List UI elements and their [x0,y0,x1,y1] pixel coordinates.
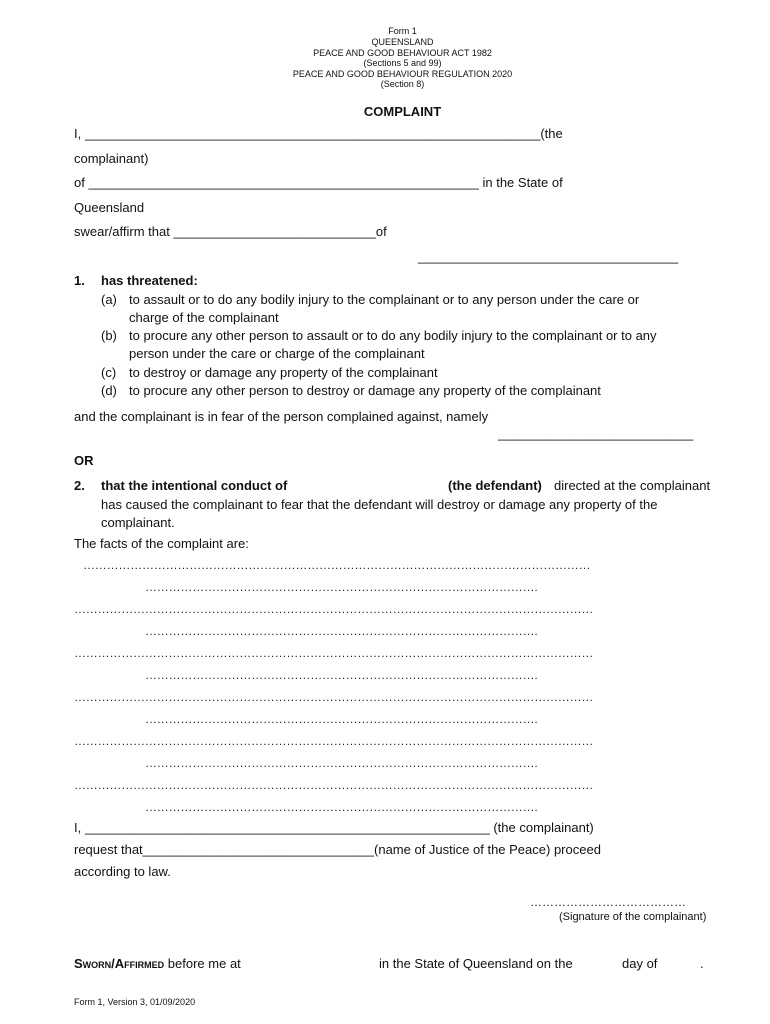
section2-number: 2. [74,478,85,493]
intro-line-state: Queensland [74,200,145,215]
item-label-d: (d) [101,383,117,398]
header-line: QUEENSLAND [371,37,434,47]
facts-line: …………………………………………………………………………………………………………………… [74,734,594,748]
facts-label: The facts of the complaint are: [74,536,249,551]
signature-dots: ………………………………… [530,895,686,909]
facts-line: ………………………………………………………………………………………. [145,668,538,682]
facts-line: …………………………………………………………………………………………………………………… [74,778,594,792]
item-b-line1: to procure any other person to assault or to do any bodily injury to the complainant or to any [129,328,657,343]
item-label-c: (c) [101,365,117,380]
section1-heading: has threatened: [101,273,198,288]
request-line1: I, ________________________________________________________ (the complainant) [74,820,594,835]
sworn-line [74,956,241,971]
item-a-line1: to assault or to do any bodily injury to the complainant or to any person under the care or [129,292,640,307]
or-label: OR [74,453,94,468]
facts-line: …………………………………………………………………………………………………………………… [74,690,594,704]
intro-line-address: of ______________________________________________________ in the State of [74,175,563,190]
section2-line3: complainant. [101,515,175,530]
facts-line: …………………………………………………………………………………………………………………… [74,646,594,660]
intro-line-complainant-cont: complainant) [74,151,149,166]
section2-line2: has caused the complainant to fear that the defendant will destroy or damage any property of the [101,497,658,512]
fear-blank: ___________________________ [498,426,694,441]
header-line: Form 1 [388,26,417,36]
section2-conduct: that the intentional conduct of [101,478,288,493]
header-line: (Section 8) [380,79,425,89]
item-b-line2: person under the care or charge of the complainant [129,346,425,361]
page-title: COMPLAINT [363,104,442,119]
sworn-state: in the State of Queensland on the [379,956,573,971]
header-line: PEACE AND GOOD BEHAVIOUR REGULATION 2020 [292,69,513,79]
header-line: (Sections 5 and 99) [363,58,442,68]
section1-number: 1. [74,273,85,288]
request-line3: according to law. [74,864,171,879]
intro-line-complainant: I, _______________________________________________________________(the [74,126,563,141]
intro-line-swear: swear/affirm that ____________________________of [74,224,387,239]
sworn-period: . [700,956,704,971]
facts-line: …………………………………………………………………………………………………………………… [74,602,594,616]
item-c-line1: to destroy or damage any property of the complainant [129,365,438,380]
signature-label: (Signature of the complainant) [559,911,707,923]
section2-line1-rest: directed at the complainant [554,478,711,493]
request-line2: request that________________________________(name of Justice of the Peace) proceed [74,842,601,857]
facts-line: ………………………………………………………………………………………. [145,580,538,594]
facts-line: ………………………………………………………………………………………. [145,712,538,726]
facts-line: ………………………………………………………………………………………. [145,800,538,814]
sworn-day: day of [622,956,658,971]
item-label-b: (b) [101,328,117,343]
section2-defendant: (the defendant) [448,478,542,493]
facts-line: ………………………………………………………………………………………. [145,756,538,770]
fear-line: and the complainant is in fear of the person complained against, namely [74,409,489,424]
sworn-affirmed: Sworn/Affirmed [74,956,165,971]
item-label-a: (a) [101,292,117,307]
item-a-line2: charge of the complainant [129,310,279,325]
header-line: PEACE AND GOOD BEHAVIOUR ACT 1982 [313,48,492,58]
footer-version: Form 1, Version 3, 01/09/2020 [74,997,196,1007]
intro-line-blank: ____________________________________ [418,249,679,264]
sworn-before: before me at [167,956,241,971]
item-d-line1: to procure any other person to destroy or damage any property of the complainant [129,383,601,398]
facts-line: ………………………………………………………………………………………. [145,624,538,638]
facts-line: ………………………………………………………………………………………………………………… [83,558,591,572]
